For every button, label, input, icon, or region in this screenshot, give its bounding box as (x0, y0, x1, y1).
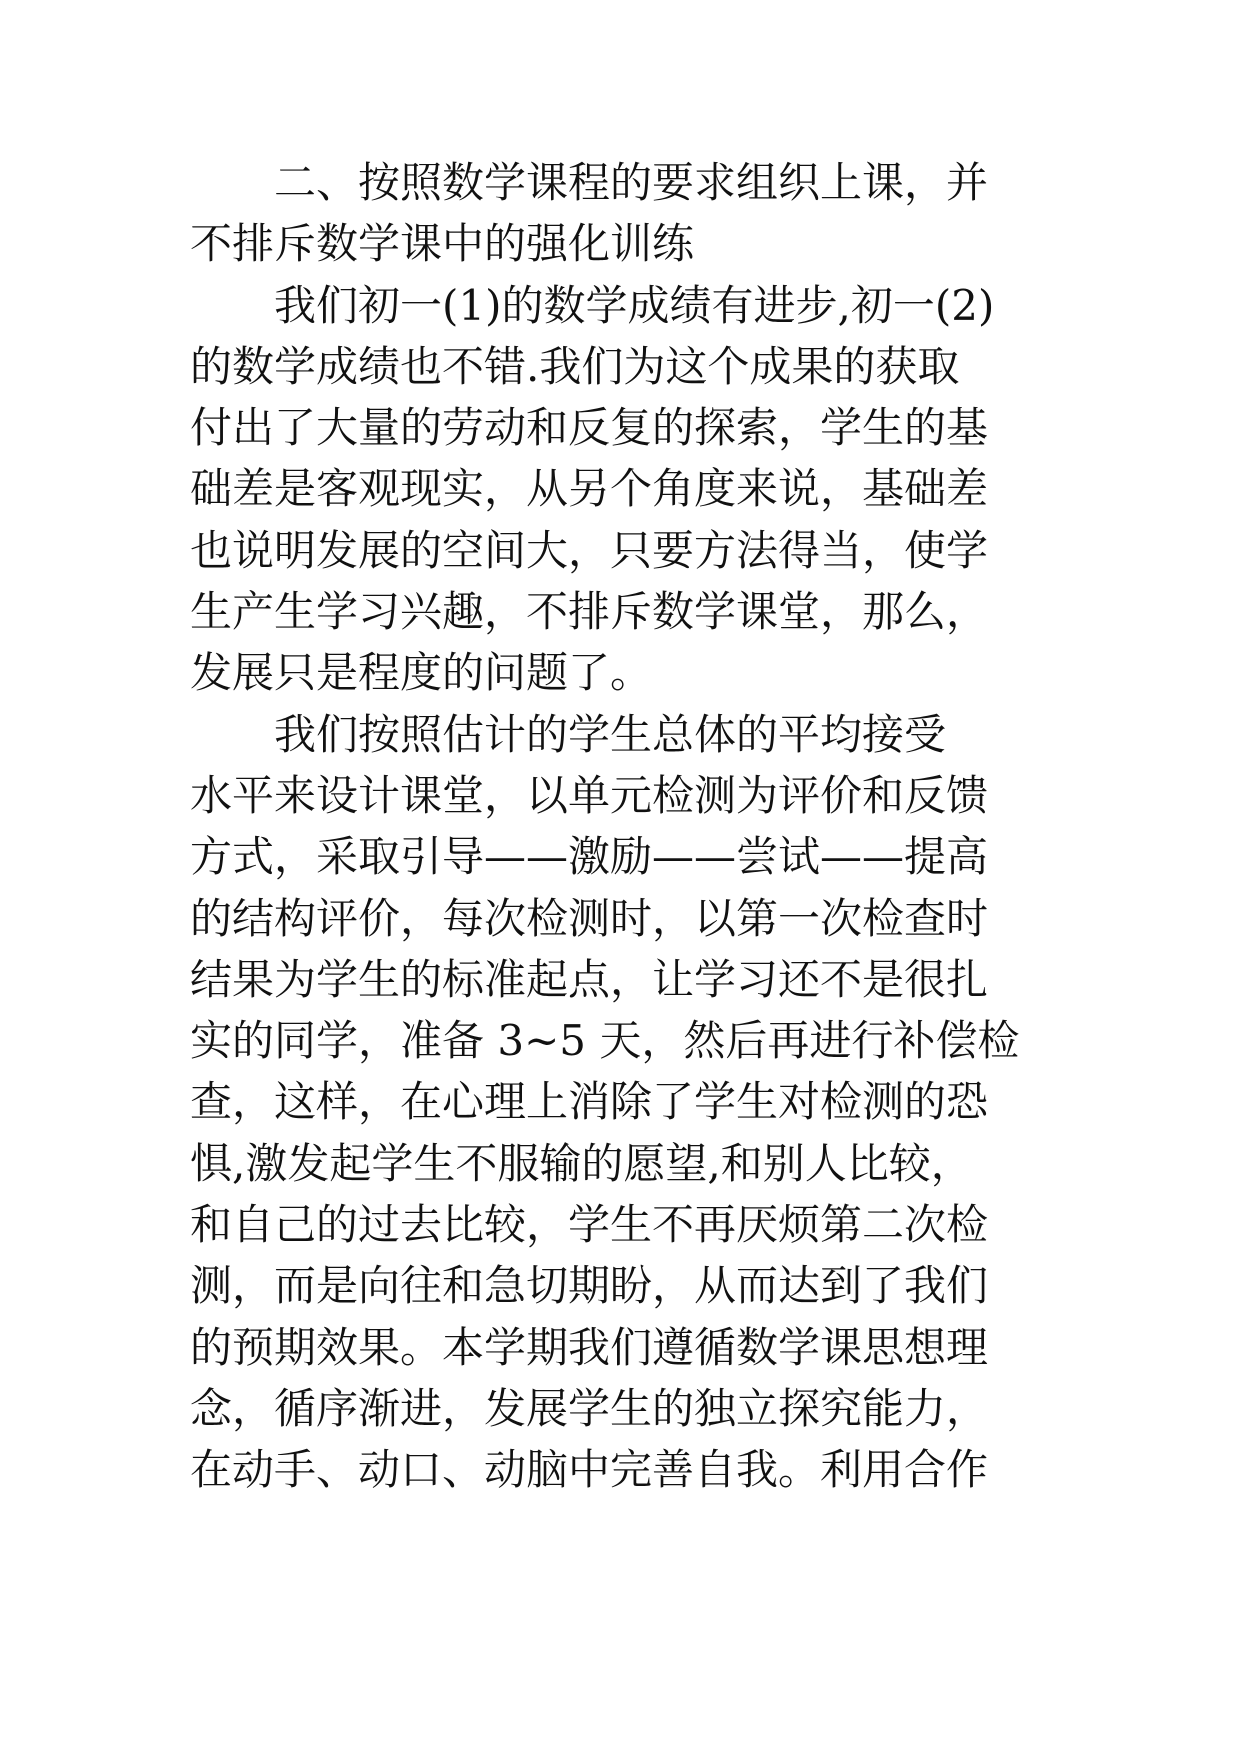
text-line: 我们初一(1)的数学成绩有进步,初一(2) (190, 280, 995, 330)
text-line: 付出了大量的劳动和反复的探索，学生的基 (190, 403, 989, 453)
text-line: 发展只是程度的问题了。 (190, 648, 653, 698)
text-line: 生产生学习兴趣，不排斥数学课堂，那么， (190, 587, 989, 637)
text-line: 结果为学生的标准起点，让学习还不是很扎 (190, 954, 989, 1004)
text-line: 的数学成绩也不错.我们为这个成果的获取 (190, 341, 960, 391)
body-text (190, 152, 1070, 1501)
text-line: 的结构评价，每次检测时，以第一次检查时 (190, 893, 989, 943)
text-line: 在动手、动口、动脑中完善自我。利用合作 (190, 1445, 989, 1495)
text-line: 实的同学，准备 3~5 天，然后再进行补偿检 (190, 1016, 1020, 1066)
text-line: 念，循序渐进，发展学生的独立探究能力， (190, 1383, 989, 1433)
text-line: 方式，采取引导——激励——尝试——提高 (190, 832, 989, 882)
text-line: 和自己的过去比较，学生不再厌烦第二次检 (190, 1200, 989, 1250)
text-line: 的预期效果。本学期我们遵循数学课思想理 (190, 1322, 989, 1372)
text-line: 水平来设计课堂，以单元检测为评价和反馈 (190, 770, 989, 820)
text-line: 我们按照估计的学生总体的平均接受 (190, 709, 947, 759)
text-line: 惧,激发起学生不服输的愿望,和别人比较， (190, 1138, 973, 1188)
text-line: 不排斥数学课中的强化训练 (190, 219, 695, 269)
text-line: 础差是客观现实，从另个角度来说，基础差 (190, 464, 989, 514)
text-line: 查，这样，在心理上消除了学生对检测的恐 (190, 1077, 989, 1127)
text-line: 也说明发展的空间大，只要方法得当，使学 (190, 525, 989, 575)
text-line: 二、按照数学课程的要求组织上课，并 (190, 158, 989, 207)
text-line: 测，而是向往和急切期盼，从而达到了我们 (190, 1261, 989, 1311)
